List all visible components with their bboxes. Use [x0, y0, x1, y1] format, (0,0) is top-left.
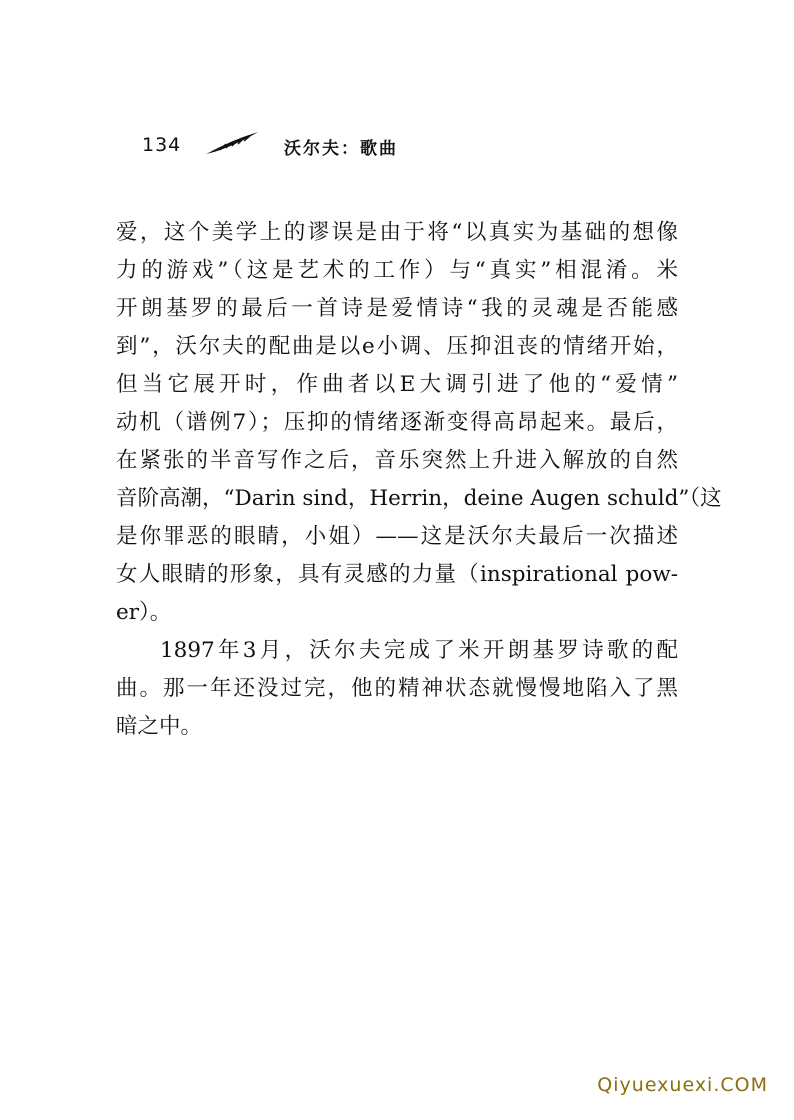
text-line: 在紧张的半音写作之后，音乐突然上升进入解放的自然: [116, 448, 678, 473]
quill-pen-icon: [204, 130, 260, 156]
text-line: 开朗基罗的最后一首诗是爱情诗“我的灵魂是否能感: [116, 296, 678, 321]
text-line: 女人眼睛的形象，具有灵感的力量（inspirational pow-: [116, 562, 678, 587]
text-line: 曲。那一年还没过完，他的精神状态就慢慢地陷入了黑: [116, 676, 678, 701]
running-title: 沃尔夫：歌曲: [284, 139, 398, 159]
text-line: 动机（谱例7）；压抑的情绪逐渐变得高昂起来。最后，: [116, 410, 678, 435]
text-line: er）。: [116, 600, 172, 625]
text-line: 暗之中。: [116, 714, 203, 739]
text-line: 但当它展开时，作曲者以E大调引进了他的“爱情”: [116, 372, 678, 397]
paragraph: [116, 632, 678, 746]
page-header: [142, 128, 562, 164]
watermark: Qiyuexuexi.COM: [597, 1074, 768, 1096]
page-number: 134: [142, 134, 182, 156]
body-text: [116, 214, 722, 746]
text-line: 到”，沃尔夫的配曲是以e小调、压抑沮丧的情绪开始，: [116, 334, 678, 359]
text-line: 音阶高潮，“Darin sind，Herrin，deine Augen schuld”（这: [116, 486, 722, 511]
text-line: 是你罪恶的眼睛，小姐）——这是沃尔夫最后一次描述: [116, 524, 678, 549]
text-line: 爱，这个美学上的谬误是由于将“以真实为基础的想像: [116, 220, 678, 245]
text-line: 力的游戏”（这是艺术的工作）与“真实”相混淆。米: [116, 258, 678, 283]
paragraph: [116, 214, 722, 632]
text-line: 1897年3月，沃尔夫完成了米开朗基罗诗歌的配: [160, 638, 678, 663]
